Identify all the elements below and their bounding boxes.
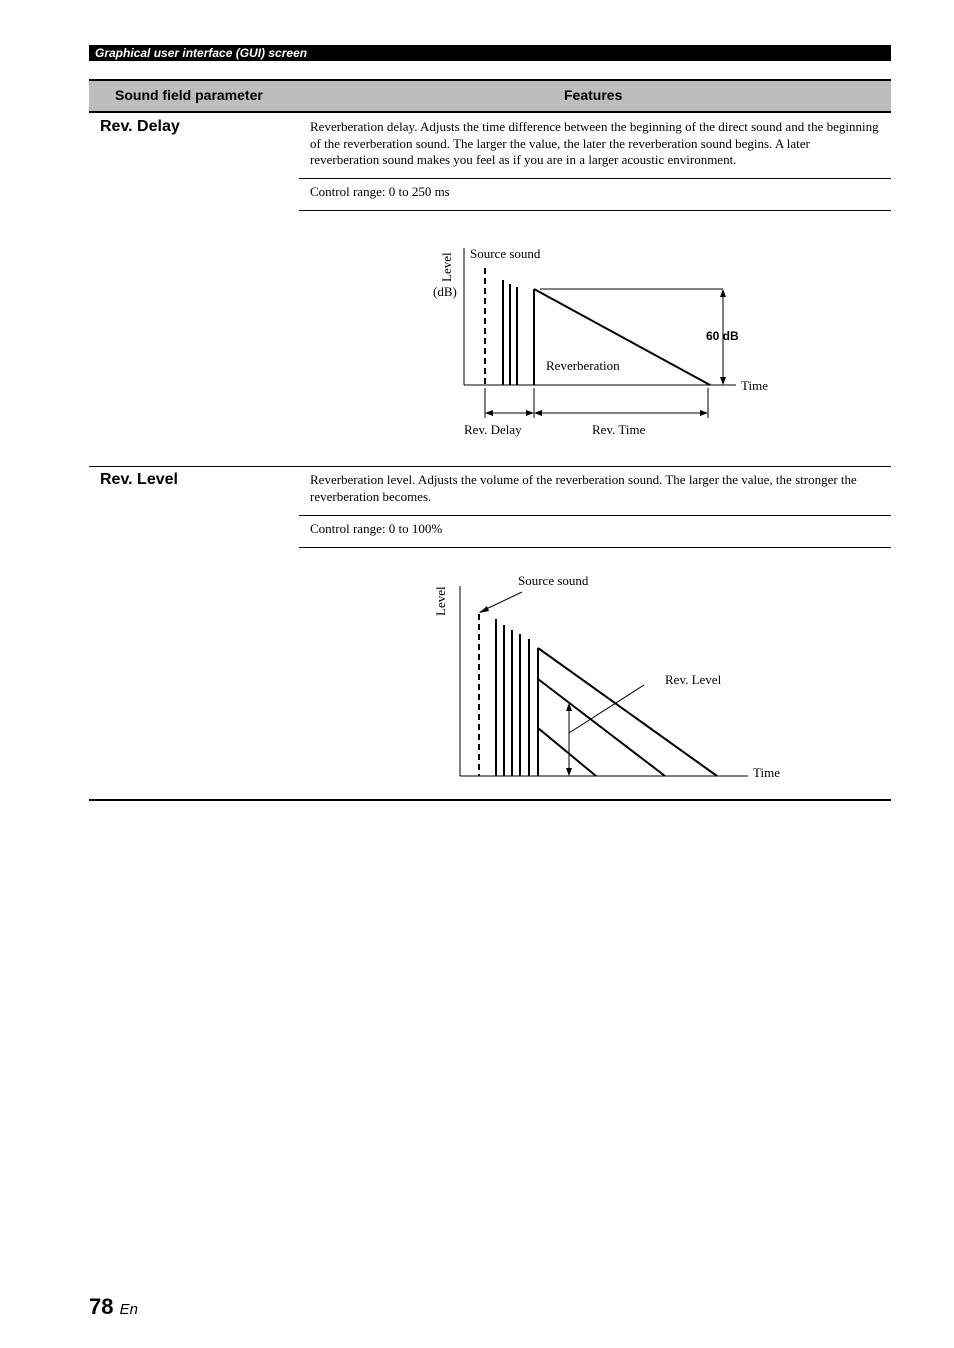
db-unit-label: (dB) — [433, 284, 457, 299]
param-name-rev-delay: Rev. Delay — [100, 118, 180, 135]
row-divider — [299, 547, 891, 548]
db-arrow-up — [720, 289, 726, 297]
rev-level-label: Rev. Level — [665, 672, 722, 687]
control-range-rev-delay: Control range: 0 to 250 ms — [310, 184, 450, 199]
column-header-features: Features — [564, 87, 623, 103]
row-divider — [299, 178, 891, 179]
row-divider — [299, 515, 891, 516]
time-axis-label: Time — [741, 378, 768, 393]
reverberation-label: Reverberation — [546, 358, 620, 373]
description-rev-level: Reverberation level. Adjusts the volume of the reverberation sound. The larger the value, the stronger the reverberation becomes. — [310, 472, 857, 504]
rev-delay-label: Rev. Delay — [464, 422, 522, 437]
control-range-rev-level: Control range: 0 to 100% — [310, 521, 443, 536]
table-header — [89, 79, 891, 113]
time-axis-label: Time — [753, 765, 780, 780]
level-axis-label: Level — [433, 586, 448, 616]
db-arrow-down — [720, 377, 726, 385]
delay-arrow-left — [485, 410, 493, 416]
param-name-rev-level: Rev. Level — [100, 471, 178, 488]
rev-time-label: Rev. Time — [592, 422, 646, 437]
section-title: Graphical user interface (GUI) screen — [95, 46, 308, 60]
rev-level-pointer-line — [569, 685, 644, 733]
page-language: En — [119, 1301, 138, 1318]
source-sound-label: Source sound — [518, 573, 589, 588]
rev-delay-diagram — [420, 240, 800, 445]
table-bottom-rule — [89, 799, 891, 801]
page-number: 78 — [89, 1294, 114, 1319]
60-db-label: 60 dB — [706, 329, 739, 343]
column-header-parameter: Sound field parameter — [115, 87, 263, 103]
section-header-bar — [89, 45, 891, 61]
page-footer — [89, 1294, 138, 1320]
reverb-decay-high — [538, 648, 717, 776]
rev-level-arrow-down — [566, 768, 572, 776]
delay-arrow-right — [526, 410, 534, 416]
revtime-arrow-right — [700, 410, 708, 416]
row-divider — [89, 466, 891, 467]
row-divider — [299, 210, 891, 211]
source-sound-label: Source sound — [470, 246, 541, 261]
level-axis-label: Level — [439, 252, 454, 282]
source-pointer-arrow — [479, 606, 489, 613]
rev-level-diagram — [420, 570, 800, 785]
description-rev-delay: Reverberation delay. Adjusts the time difference between the beginning of the direct sound and the beginning of the reverberation sound. The larger the value, the later the reverberation sound begins. A later reverberation sound makes you feel as if you are in a larger acoustic environment. — [310, 119, 879, 167]
revtime-arrow-left — [534, 410, 542, 416]
